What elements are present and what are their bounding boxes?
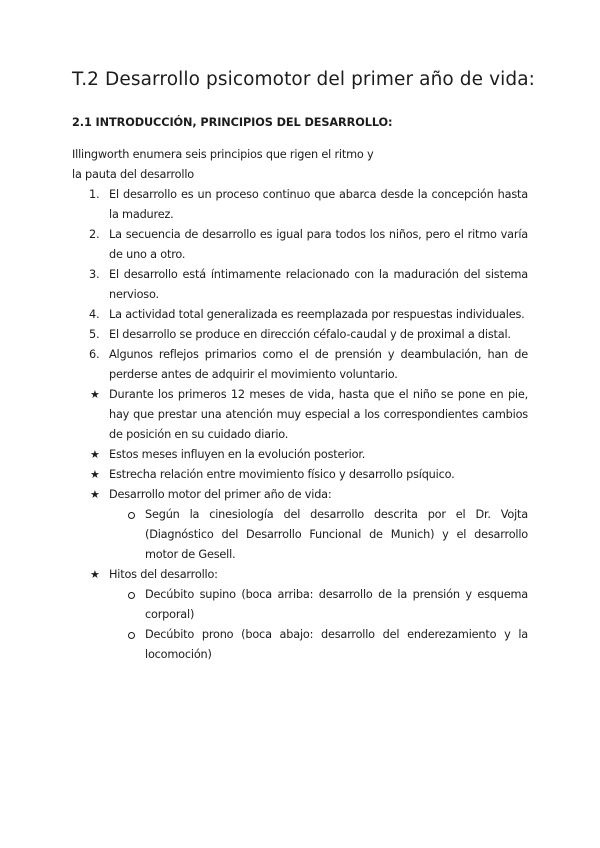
sub-item: [109, 625, 528, 665]
star-icon: ★: [90, 468, 100, 481]
intro-paragraph: [72, 145, 528, 185]
bullet-item: [72, 565, 528, 665]
sub-list: [109, 585, 528, 665]
circle-bullet-icon: [128, 632, 135, 639]
sub-list: [109, 505, 528, 565]
bullet-item: [72, 385, 528, 445]
list-number: 5.: [89, 328, 100, 341]
list-number: 3.: [89, 268, 100, 281]
intro-line: Illingworth enumera seis principios que rigen el ritmo y: [72, 148, 374, 161]
bullet-text: Hitos del desarrollo:: [109, 568, 218, 581]
principle-text: El desarrollo se produce en dirección céfalo-caudal y de proximal a distal.: [109, 328, 511, 341]
circle-bullet-icon: [128, 592, 135, 599]
bullet-text: Desarrollo motor del primer año de vida:: [109, 488, 332, 501]
bullet-item: [72, 465, 528, 485]
sub-item-text: Decúbito supino (boca arriba: desarrollo de la prensión y esquema corporal): [145, 588, 528, 621]
list-number: 2.: [89, 228, 100, 241]
bullet-text: Durante los primeros 12 meses de vida, hasta que el niño se pone en pie, hay que prestar una atención muy especial a los correspondientes cambios de posición en su cuidado diario.: [109, 388, 528, 441]
document-title: T.2 Desarrollo psicomotor del primer año de vida:: [72, 69, 536, 90]
principle-item: [72, 265, 528, 305]
principle-text: La secuencia de desarrollo es igual para todos los niños, pero el ritmo varía de uno a otro.: [109, 228, 528, 261]
bullet-item: [72, 485, 528, 565]
star-icon: ★: [90, 568, 100, 581]
principle-item: [72, 345, 528, 385]
intro-line: la pauta del desarrollo: [72, 168, 194, 181]
principle-text: La actividad total generalizada es reemplazada por respuestas individuales.: [109, 308, 525, 321]
list-number: 6.: [89, 348, 100, 361]
star-icon: ★: [90, 388, 100, 401]
principle-text: El desarrollo está íntimamente relacionado con la maduración del sistema nervioso.: [109, 268, 528, 301]
principle-item: [72, 225, 528, 265]
principles-list: [72, 185, 528, 385]
bullet-list: [72, 385, 528, 665]
star-icon: ★: [90, 448, 100, 461]
sub-item-text: Según la cinesiología del desarrollo descrita por el Dr. Vojta (Diagnóstico del Desarrollo Funcional de Munich) y el desarrollo motor de Gesell.: [145, 508, 528, 561]
principle-item: [72, 185, 528, 225]
bullet-item: [72, 445, 528, 465]
sub-item-text: Decúbito prono (boca abajo: desarrollo del enderezamiento y la locomoción): [145, 628, 528, 661]
sub-item: [109, 585, 528, 625]
section-heading: 2.1 INTRODUCCIÓN, PRINCIPIOS DEL DESARROLLO:: [72, 116, 393, 129]
principle-text: Algunos reflejos primarios como el de prensión y deambulación, han de perderse antes de adquirir el movimiento voluntario.: [109, 348, 528, 381]
principle-item: [72, 305, 528, 325]
list-number: 4.: [89, 308, 100, 321]
sub-item: [109, 505, 528, 565]
star-icon: ★: [90, 488, 100, 501]
principle-text: El desarrollo es un proceso continuo que abarca desde la concepción hasta la madurez.: [109, 188, 528, 221]
bullet-text: Estos meses influyen en la evolución posterior.: [109, 448, 366, 461]
circle-bullet-icon: [128, 512, 135, 519]
bullet-text: Estrecha relación entre movimiento físico y desarrollo psíquico.: [109, 468, 455, 481]
principle-item: [72, 325, 528, 345]
document-page: [72, 66, 536, 665]
list-number: 1.: [89, 188, 100, 201]
